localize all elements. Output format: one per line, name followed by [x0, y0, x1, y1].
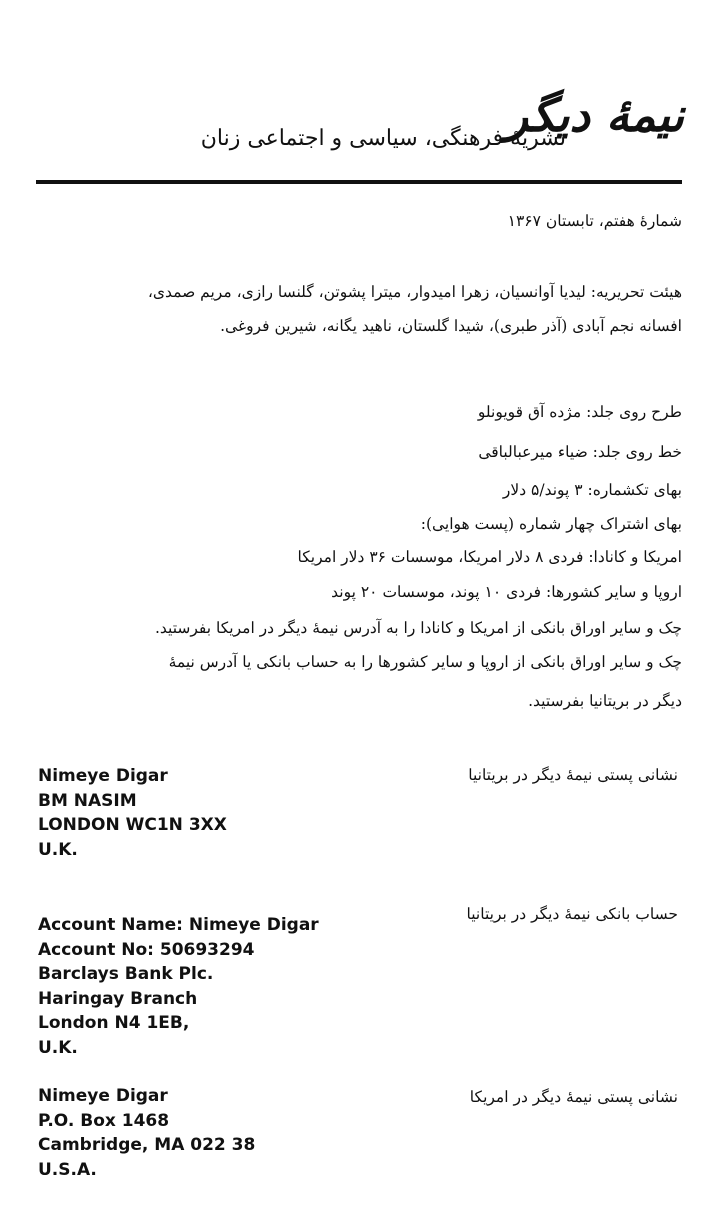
editorial-board-line-1: هیئت تحریریه: لیدیا آوانسیان، زهرا امیدوار، میترا پشوتن، گلنسا رازی، مریم صمدی، — [147, 283, 682, 301]
address-line: BM NASIM — [38, 790, 137, 811]
masthead — [40, 88, 684, 184]
address-line: Haringay Branch — [38, 988, 198, 1009]
cheque-instruction-line-2: چک و سایر اوراق بانکی از اروپا و سایر کشورها را به حساب بانکی یا آدرس نیمهٔ — [168, 653, 682, 671]
header-rule — [36, 180, 682, 184]
issue-line: شمارهٔ هفتم، تابستان ۱۳۶۷ — [507, 212, 682, 230]
single-issue-price: بهای تکشماره: ۳ پوند/۵ دلار — [502, 481, 682, 499]
uk-postal-address-label: نشانی پستی نیمهٔ دیگر در بریتانیا — [468, 766, 678, 784]
address-line: London N4 1EB, — [38, 1013, 190, 1033]
address-line: U.S.A. — [38, 1159, 97, 1180]
address-line: Account No: 50693294 — [38, 939, 255, 960]
subscription-us-canada: امریکا و کانادا: فردی ۸ دلار امریکا، موسسات ۳۶ دلار امریکا — [297, 548, 682, 566]
uk-postal-address — [38, 764, 227, 862]
subscription-europe-other: اروپا و سایر کشورها: فردی ۱۰ پوند، موسسات ۲۰ پوند — [331, 583, 682, 601]
address-line: Account Name: Nimeye Digar — [38, 915, 319, 935]
journal-logo: نیمهٔ دیگر — [505, 88, 684, 142]
us-postal-address-label: نشانی پستی نیمهٔ دیگر در امریکا — [469, 1088, 678, 1106]
cover-calligraphy-credit: خط روی جلد: ضیاء میرعبالباقی — [478, 443, 682, 461]
cheque-instruction-line-3: دیگر در بریتانیا بفرستید. — [528, 692, 682, 710]
address-line: P.O. Box 1468 — [38, 1110, 170, 1131]
address-line: LONDON WC1N 3XX — [38, 815, 227, 835]
cover-design-credit: طرح روی جلد: مژده آق قویونلو — [477, 403, 682, 421]
uk-bank-account-label: حساب بانکی نیمهٔ دیگر در بریتانیا — [466, 905, 678, 923]
subscription-title: بهای اشتراک چهار شماره (پست هوایی): — [420, 515, 682, 533]
address-line: Barclays Bank Plc. — [38, 964, 214, 984]
address-line: Nimeye Digar — [38, 766, 168, 786]
editorial-board-line-2: افسانه نجم آبادی (آذر طبری)، شیدا گلستان، ناهید یگانه، شیرین فروغی. — [220, 317, 682, 335]
address-line: Nimeye Digar — [38, 1086, 168, 1106]
us-postal-address — [38, 1084, 255, 1182]
uk-bank-account — [38, 913, 319, 1060]
address-line: U.K. — [38, 839, 78, 860]
address-line: U.K. — [38, 1037, 78, 1058]
cheque-instruction-line-1: چک و سایر اوراق بانکی از امریکا و کانادا را به آدرس نیمهٔ دیگر در امریکا بفرستید. — [154, 619, 682, 637]
address-line: Cambridge, MA 022 38 — [38, 1135, 256, 1155]
journal-subtitle: نشریهٔ فرهنگی، سیاسی و اجتماعی زنان — [200, 126, 566, 151]
